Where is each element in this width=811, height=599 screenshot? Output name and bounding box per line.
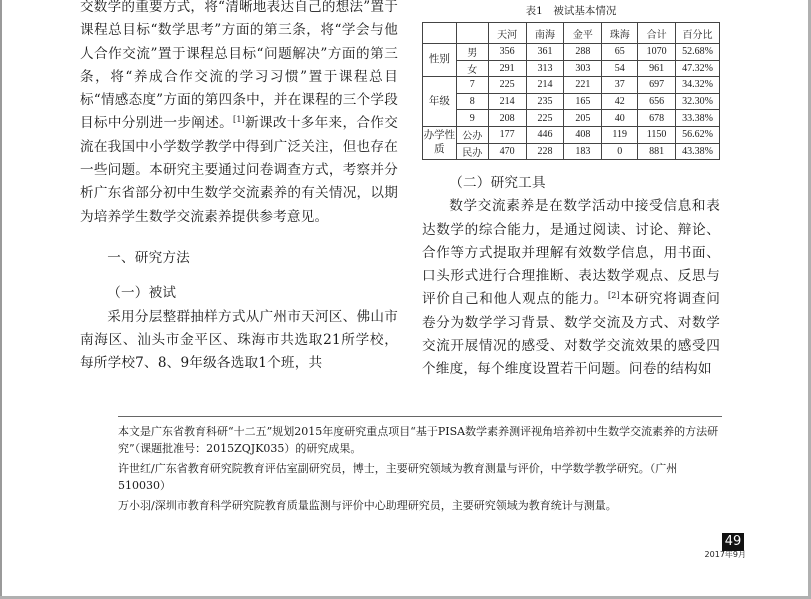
citation-1: [1] xyxy=(233,115,245,125)
table-cell: 43.38% xyxy=(676,143,720,160)
table-cell: 1150 xyxy=(638,126,676,143)
table-cell: 208 xyxy=(488,110,526,127)
table-cell: 470 xyxy=(488,143,526,160)
row-label: 9 xyxy=(456,110,488,127)
table-cell: 32.30% xyxy=(676,93,720,110)
footnote-author-2: 万小羽/深圳市教育科学研究院教育质量监测与评价中心助理研究员，主要研究领域为教育统计与测量。 xyxy=(118,499,617,512)
header-cell xyxy=(423,23,457,44)
row-label: 民办 xyxy=(456,143,488,160)
footnote-author-1: 许世红/广东省教育研究院教育评估室副研究员，博士，主要研究领域为教育测量与评价，中学数学教学研究。（广州 510030） xyxy=(118,462,689,492)
table-cell: 56.62% xyxy=(676,126,720,143)
sampling-paragraph: 采用分层整群抽样方式从广州市天河区、佛山市南海区、汕头市金平区、珠海市共选取21所学校，每所学校7、8、9年级各选取1个班，共 xyxy=(80,308,398,372)
table-cell: 54 xyxy=(602,60,638,77)
group-label-gender: 性别 xyxy=(423,44,457,77)
header-cell: 南海 xyxy=(526,23,564,44)
table-cell: 303 xyxy=(564,60,602,77)
subsection-heading-subjects: （一）被试 xyxy=(107,285,177,302)
table-cell: 313 xyxy=(526,60,564,77)
table-row xyxy=(423,60,720,77)
table-cell: 1070 xyxy=(638,44,676,61)
table-row xyxy=(423,77,720,94)
header-cell: 金平 xyxy=(564,23,602,44)
table-cell: 881 xyxy=(638,143,676,160)
table-cell: 221 xyxy=(564,77,602,94)
table-cell: 65 xyxy=(602,44,638,61)
row-label: 8 xyxy=(456,93,488,110)
table-cell: 697 xyxy=(638,77,676,94)
table-row xyxy=(423,93,720,110)
table-cell: 356 xyxy=(488,44,526,61)
table-cell: 205 xyxy=(564,110,602,127)
intro-paragraph: 交数学的重要方式，将“清晰地表达自己的想法”置于课程总目标“数学思考”方面的第三条，将“学会与他人合作交流”置于课程总目标“问题解决”方面的第三条，将“养成合作交流的学习习惯”置于课程总目标“情感态度”方面的第四条中，并在课程的三个学段目标中分别进一步阐述。[1]新课改十多年来，合作交流在我国中小学数学教学中得到广泛关注，但也存在一些问题。本研究主要通过问卷调查方式，考察并分析广东省部分初中生数学交流素养的有关情况，以期为培养学生数学交流素养提供参考意见。 xyxy=(80,0,398,225)
table-cell: 228 xyxy=(526,143,564,160)
header-cell: 百分比 xyxy=(676,23,720,44)
header-cell: 合计 xyxy=(638,23,676,44)
table-cell: 214 xyxy=(526,77,564,94)
footnotes xyxy=(118,424,722,519)
table-cell: 165 xyxy=(564,93,602,110)
section-heading-methods: 一、研究方法 xyxy=(107,249,190,266)
header-cell: 珠海 xyxy=(602,23,638,44)
table-cell: 288 xyxy=(564,44,602,61)
table-row xyxy=(423,44,720,61)
page-number: 49 xyxy=(722,533,744,551)
table-row xyxy=(423,126,720,143)
table-row xyxy=(423,143,720,160)
table-row xyxy=(423,110,720,127)
table-cell: 225 xyxy=(526,110,564,127)
table-cell: 47.32% xyxy=(676,60,720,77)
subjects-table xyxy=(422,22,720,160)
table-cell: 52.68% xyxy=(676,44,720,61)
table-header-row xyxy=(423,23,720,44)
table-cell: 33.38% xyxy=(676,110,720,127)
table-cell: 177 xyxy=(488,126,526,143)
table-cell: 119 xyxy=(602,126,638,143)
subjects-table-block xyxy=(422,0,720,160)
table-cell: 225 xyxy=(488,77,526,94)
table-cell: 0 xyxy=(602,143,638,160)
table-cell: 446 xyxy=(526,126,564,143)
group-label-school-type: 办学性质 xyxy=(423,126,457,159)
page-frame-left xyxy=(0,0,2,599)
table-cell: 40 xyxy=(602,110,638,127)
table-cell: 361 xyxy=(526,44,564,61)
row-label: 女 xyxy=(456,60,488,77)
table-cell: 235 xyxy=(526,93,564,110)
row-label: 男 xyxy=(456,44,488,61)
table-cell: 408 xyxy=(564,126,602,143)
table-cell: 961 xyxy=(638,60,676,77)
left-column xyxy=(80,0,398,375)
table-cell: 183 xyxy=(564,143,602,160)
table-cell: 656 xyxy=(638,93,676,110)
issue-date: 2017年9月 xyxy=(704,550,746,559)
footnote-project: 本文是广东省教育科研“十二五”规划2015年度研究重点项目“基于PISA数学素养测评视角培养初中生数学交流素养的方法研究”（课题批准号：2015ZQJK035）的研究成果。 xyxy=(118,425,719,455)
footnote-divider xyxy=(118,416,722,417)
header-cell xyxy=(456,23,488,44)
group-label-grade: 年级 xyxy=(423,77,457,127)
table-cell: 42 xyxy=(602,93,638,110)
table-cell: 34.32% xyxy=(676,77,720,94)
row-label: 7 xyxy=(456,77,488,94)
row-label: 公办 xyxy=(456,126,488,143)
table-cell: 678 xyxy=(638,110,676,127)
citation-2: [2] xyxy=(607,291,620,301)
instrument-paragraph: 数学交流素养是在数学活动中接受信息和表达数学的综合能力，是通过阅读、讨论、辩论、合作等方式提取并理解有效数学信息，用书面、口头形式进行合理推断、表达数学观点、反思与评价自己和他人观点的能力。[2]本研究将调查问卷分为数学学习背景、数学交流及方式、对数学交流开展情况的感受、对数学交流效果的感受四个维度，每个维度设置若干问题。问卷的结构如 xyxy=(422,198,720,378)
header-cell: 天河 xyxy=(488,23,526,44)
table-cell: 37 xyxy=(602,77,638,94)
subsection-heading-instrument: （二）研究工具 xyxy=(449,175,546,191)
right-column xyxy=(422,172,720,382)
table-cell: 291 xyxy=(488,60,526,77)
table-cell: 214 xyxy=(488,93,526,110)
table-caption: 表1 被试基本情况 xyxy=(525,5,617,17)
